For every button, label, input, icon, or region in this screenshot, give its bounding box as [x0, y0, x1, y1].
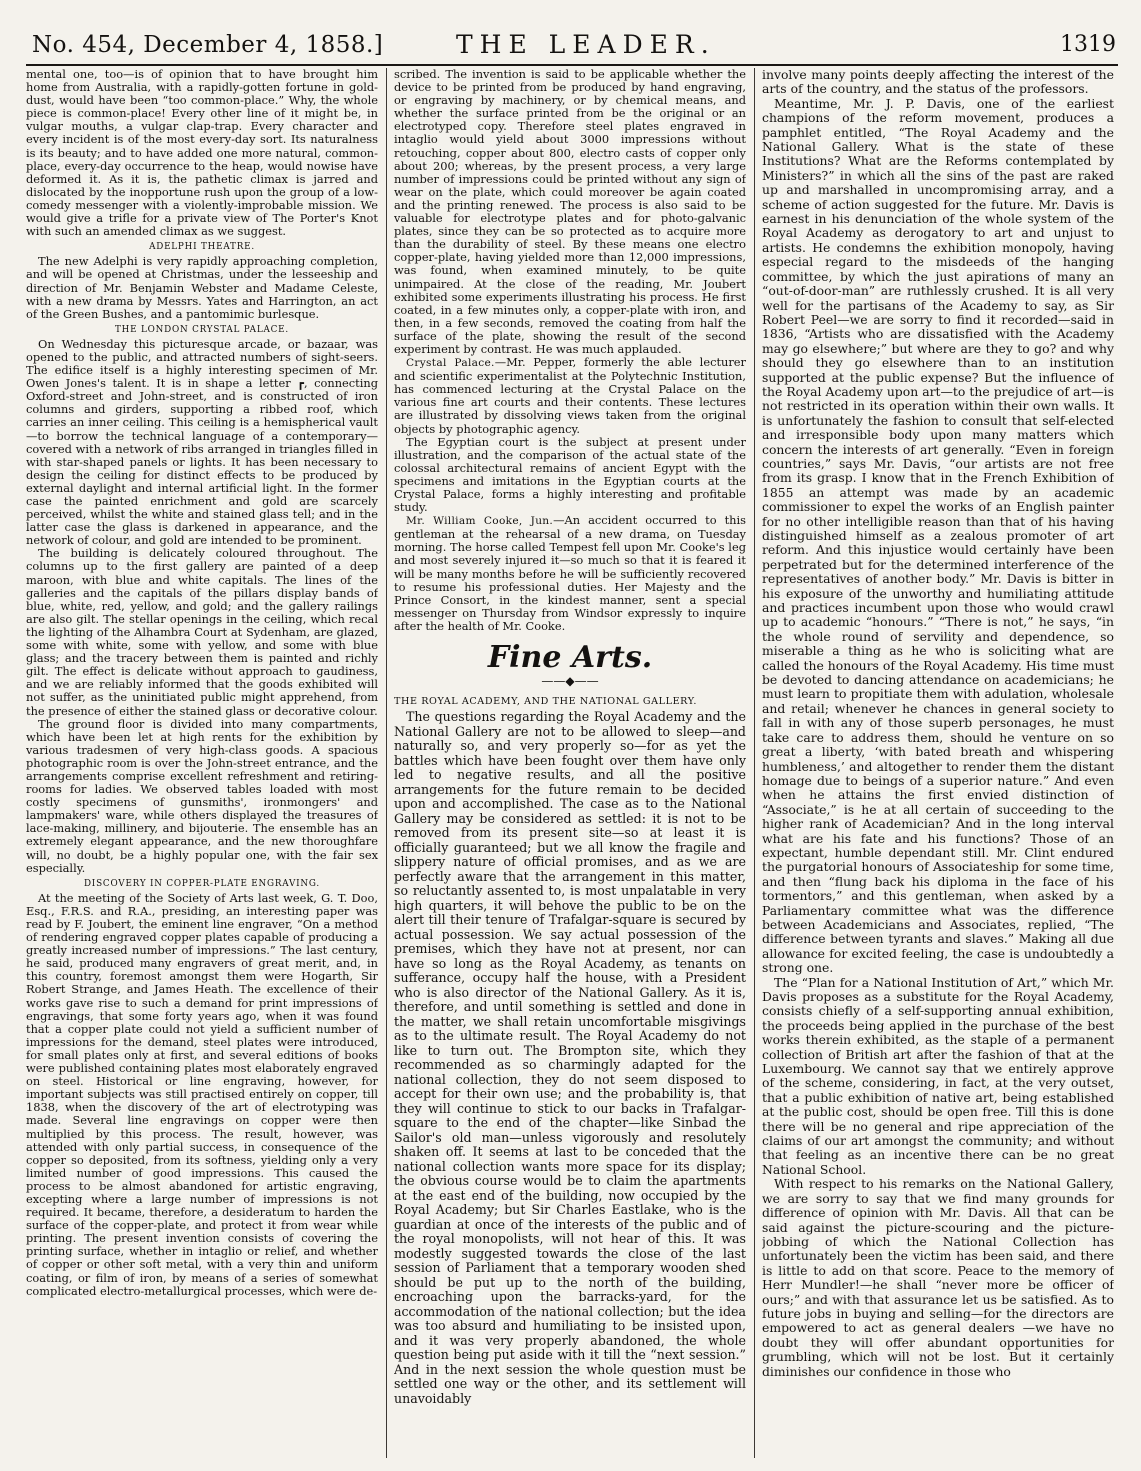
copper-plate-heading: DISCOVERY IN COPPER-PLATE ENGRAVING. — [83, 878, 321, 889]
pepper-text: —Mr. Pepper, formerly the able lecturer and scientific experimentalist at the Polytechnic Institution, has commenced lecturing at the Crystal Palace on the various fine art courts and their contents. These lectures are illustrated by dissolving views taken from the original objects by photographic agency. — [394, 355, 746, 436]
national-institution-plan-paragraph: The “Plan for a National Institution of Art,” which Mr. Davis proposes as a substitute for the Royal Academy, consists chiefly of a self-supporting annual exhibition, the proceeds being applied in the purchase of the best works therein exhibited, as the staple of a permanent collection of British art after the fashion of that at the Luxembourg. We cannot say that we entirely approve of the scheme, considering, in fact, at the very outset, that a public exhibition of native art, being established at the public cost, should be open free. Till this is done there will be no general and ripe appreciation of the claims of our art amongst the community; and without that feeling as an incentive there can be no great National School. — [762, 974, 1114, 1177]
column-2 — [394, 68, 746, 1458]
royal-academy-heading: THE ROYAL ACADEMY, AND THE NATIONAL GALLERY. — [394, 696, 698, 708]
issue-date: No. 454, December 4, 1858.] — [32, 32, 384, 58]
paper-title: THE LEADER. — [456, 30, 716, 59]
columns — [26, 68, 1118, 1458]
pepper-lecture-paragraph — [394, 356, 746, 436]
page-number: 1319 — [1060, 32, 1116, 57]
masthead — [26, 28, 1118, 66]
adelphi-paragraph: The new Adelphi is very rapidly approaching completion, and will be opened at Christmas, under the lesseeship and direction of Mr. Benjamin Webster and Madame Celeste, with a new drama by Messrs. Yates and Harrington, an act of the Green Bushes, and a pantomimic burlesque. — [26, 254, 378, 321]
crystal-palace-paragraph: The ground floor is divided into many compartments, which have been let at high rents for the exhibition by various tradesmen of very high-class goods. A spacious photographic room is over the John-street entrance, and the arrangements comprise excellent refreshment and retiring-rooms for ladies. We observed tables loaded with most costly specimens of gunsmiths', ironmongers' and lampmakers' ware, while others displayed the treasures of lace-making, millinery, and bijouterie. The ensemble has an extremely elegant appearance, and the new thoroughfare will, no doubt, be a highly popular one, with the fair sex especially. — [26, 716, 378, 875]
crystal-palace-paragraph: On Wednesday this picturesque arcade, or bazaar, was opened to the public, and attracted numbers of sight-seers. The edifice itself is a highly interesting specimen of Mr. Owen Jones's talent. It is in shape a letter ┏, connecting Oxford-street and John-street, and is constructed of iron columns and girders, supporting a ribbed roof, which carries an inner ceiling. This ceiling is a hemispherical vault —to borrow the technical language of a contemporary—covered with a network of ribs arranged in triangles filled in with star-shaped panels or lights. It has been necessary to design the ceiling for distinct effects to be produced by external daylight and internal artificial light. In the former case the painted enrichment and gold are scarcely perceived, whilst the white and stained glass tell; and in the latter case the glass is darkened in appearance, and the network of colour, and gold are intended to be prominent. — [26, 336, 378, 548]
fine-arts-section-title: Fine Arts. — [487, 640, 653, 676]
national-gallery-remarks-paragraph: With respect to his remarks on the National Gallery, we are sorry to say that we find many grounds for difference of opinion with Mr. Davis. All that can be said against the picture-scouring and the picture-jobbing of which the National Collection has unfortunately been the victim has been said, and there is little to add on that score. Peace to the memory of Herr Mundler!—he shall “never more be officer of ours;” and with that assurance let us be satisfied. As to future jobs in buying and selling—for the directors are empowered to act as general dealers —we have no doubt they will offer abundant opportunities for grumbling, which will not be lost. But it certainly diminishes our confidence in those who — [762, 1176, 1114, 1379]
crystal-palace-heading: THE LONDON CRYSTAL PALACE. — [115, 324, 289, 335]
adelphi-heading: ADELPHI THEATRE. — [149, 242, 255, 253]
royal-academy-continued: involve many points deeply affecting the interest of the arts of the country, and the status of the professors. — [762, 68, 1114, 97]
cooke-accident-paragraph — [394, 514, 746, 633]
cooke-text: —An accident occurred to this gentleman at the rehearsal of a new drama, on Tuesday morning. The horse called Tempest fell upon Mr. Cooke's leg and most severely injured it—so much so that it is feared it will be many months before he will be sufficiently recovered to resume his professional duties. Her Majesty and the Prince Consort, in the kindest manner, sent a special messenger on Thursday from Windsor expressly to inquire after the health of Mr. Cooke. — [394, 513, 746, 633]
pepper-lead: Crystal Palace. — [406, 357, 495, 370]
porter-knot-review-end: mental one, too—is of opinion that to have brought him home from Australia, with a rapidly-gotten fortune in gold-dust, would have been “too common-place.” Why, the whole piece is common-place! Every other line of it might be, in vulgar mouths, a vulgar clap-trap. Every character and every incident is of the most every-day sort. Its naturalness is its beauty; and to have added one more natural, common-place, every-day occurrence to the heap, would nowise have deformed it. As it is, the pathetic climax is jarred and dislocated by the inopportune rush upon the group of a low-comedy messenger with a violently-improbable mission. We would give a trifle for a private view of The Porter's Knot with such an amended climax as we suggest. — [26, 68, 378, 239]
cooke-lead: Mr. William Cooke, Jun. — [406, 515, 554, 528]
ornament-divider: ——◆—— — [541, 674, 599, 689]
egyptian-court-paragraph: The Egyptian court is the subject at present under illustration, and the comparison of the actual state of the colossal architectural remains of ancient Egypt with the specimens and imitations in the Egyptian courts at the Crystal Palace, forms a highly interesting and profitable study. — [394, 434, 746, 515]
copper-plate-paragraph: At the meeting of the Society of Arts last week, G. T. Doo, Esq., F.R.S. and R.A., presiding, an interesting paper was read by F. Joubert, the eminent line engraver, “On a method of rendering engraved copper plates capable of producing a greatly increased number of impressions.” The last century, he said, produced many engravers of great merit, and, in this country, foremost amongst them were Hogarth, Sir Robert Strange, and James Heath. The excellence of their works gave rise to such a demand for print impressions of engravings, that some forty years ago, when it was found that a copper plate could not yield a sufficient number of impressions for the demand, steel plates were introduced, for small plates only at first, and several editions of books were published containing plates most elaborately engraved on steel. Historical or line engraving, however, for important subjects was still practised entirely on copper, till 1838, when the discovery of the art of electrotyping was made. Several line engravings on copper were then multiplied by this process. The result, however, was attended with only partial success, in consequence of the copper so deposited, from its softness, yielding only a very limited number of good impressions. This caused the process to be almost abandoned for artistic engraving, excepting where a large number of impressions is not required. It became, therefore, a desideratum to harden the surface of the copper-plate, and protect it from wear while printing. The present invention consists of covering the printing surface, whether in intaglio or relief, and whether of copper or other soft metal, with a very thin and uniform coating, or film of iron, by means of a series of somewhat complicated electro-metallurgical processes, which were de- — [26, 890, 378, 1298]
column-3 — [762, 68, 1114, 1458]
newspaper-page — [26, 28, 1118, 1460]
column-rule — [386, 68, 387, 1458]
royal-academy-paragraph: The questions regarding the Royal Academy and the National Gallery are not to be allowed to sleep—and naturally so, and very properly so—for as yet the battles which have been fought over them have only led to negative results, and all the positive arrangements for the future remain to be decided upon and accomplished. The case as to the National Gallery may be considered as settled: it is not to be removed from its present site—so at least it is officially guaranteed; but we all know the fragile and slippery nature of official promises, and as we are perfectly aware that the arrangement in this matter, so reluctantly assented to, is most unpalatable in very high quarters, it will behove the public to be on the alert till their tenure of Trafalgar-square is secured by actual possession. We say actual possession of the premises, which they have not at present, nor can have so long as the Royal Academy, as tenants on sufferance, occupy half the house, with a President who is also director of the National Gallery. As it is, therefore, and until something is settled and done in the matter, we shall retain uncomfortable misgivings as to the ultimate result. The Royal Academy do not like to turn out. The Brompton site, which they recommended as so charmingly adapted for the national collection, they do not seem disposed to accept for their own use; and the probability is, that they will continue to stick to our backs in Trafalgar-square to the end of the chapter—like Sinbad the Sailor's old man—unless vigorously and resolutely shaken off. It seems at last to be conceded that the national collection wants more space for its display; the obvious course would be to claim the apartments at the east end of the building, now occupied by the Royal Academy; but Sir Charles Eastlake, who is the guardian at once of the interests of the public and of the royal monopolists, will not hear of this. It was modestly suggested towards the close of the last session of Parliament that a temporary wooden shed should be put up to the north of the building, encroaching upon the barracks-yard, for the accommodation of the national collection; but the idea was too absurd and humiliating to be insisted upon, and it was very properly abandoned, the whole question being put aside with it till the “next session.” And in the next session the whole question must be settled one way or the other, and its settlement will unavoidably — [394, 709, 746, 1406]
davis-pamphlet-paragraph: Meantime, Mr. J. P. Davis, one of the earliest champions of the reform movement, produces a pamphlet entitled, “The Royal Academy and the National Gallery. What is the state of these Institutions? What are the Reforms contemplated by Ministers?” in which all the sins of the past are raked up and marshalled in uncompromising array, and a scheme of action suggested for the future. Mr. Davis is earnest in his denunciation of the whole system of the Royal Academy as derogatory to art and unjust to artists. He condemns the exhibition monopoly, having especial regard to the misdeeds of the hanging committee, by which the just apirations of many an “out-of-door-man” are ruthlessly crushed. It is all very well for the partisans of the Academy to say, as Sir Robert Peel—we are sorry to find it recorded—said in 1836, “Artists who are dissatisfied with the Academy may go elsewhere;” but where are they to go? and why should they go elsewhere than to an institution supported at the public expense? But the influence of the Royal Academy upon art—to the prejudice of art—is not restricted in its operation within their own walls. It is unfortunately the fashion to consult that self-elected and irresponsible body upon many matters which concern the interests of art generally. “Even in foreign countries,” says Mr. Davis, “our artists are not free from its grasp. I know that in the French Exhibition of 1855 an attempt was made by an academic commissioner to expel the works of an English painter for no other intelligible reason than that of his having distinguished himself as a zealous promoter of art reform. And this injustice would certainly have been perpetrated but for the determined interference of the representatives of another body.” Mr. Davis is bitter in his exposure of the unworthy and humiliating attitude and practices incumbent upon those who would crawl up to academic “honours.” “There is not,” he says, “in the whole round of servility and dependence, so miserable a thing as he who is soliciting what are called the honours of the Royal Academy. His time must be devoted to dancing attendance on academicians; he must learn to propitiate them with adulation, wholesale and retail; whenever he chances in general society to fall in with any of those superb personages, he must take care to address them, should he venture on so great a liberty, ‘with bated breath and whispering humbleness,’ and altogether to render them the distant homage due to beings of a superior nature.” And even when he attains the first envied distinction of “Associate,” is he at all certain of succeeding to the higher rank of Academician? And in the long interval what are his fate and his functions? Those of an expectant, humble dependant still. Mr. Clint endured the purgatorial honours of Associateship for some time, and then “flung back his diploma in the face of his tormentors,” and this gentleman, when asked by a Parliamentary committee what was the difference between Academicians and Associates, replied, “The difference between tyrants and slaves.” Making all due allowance for excited feeling, the case is undoubtedly a strong one. — [762, 95, 1114, 976]
column-1 — [26, 68, 378, 1458]
copper-plate-continued: scribed. The invention is said to be applicable whether the device to be printed from be produced by hand engraving, or engraving by machinery, or by chemical means, and whether the surface printed from be the original or an electrotyped copy. Therefore steel plates engraved in intaglio would yield about 3000 impressions without retouching, copper about 800, electro casts of copper only about 200; whereas, by the present process, a very large number of impressions could be printed without any sign of wear on the plate, which could moreover be again coated and the printing renewed. The process is also said to be valuable for electrotype plates and for photo-galvanic plates, since they can be so protected as to acquire more than the durability of steel. By these means one electro copper-plate, having yielded more than 12,000 impressions, was found, when examined minutely, to be quite unimpaired. At the close of the reading, Mr. Joubert exhibited some experiments illustrating his process. He first coated, in a few minutes only, a copper-plate with iron, and then, in a few seconds, removed the coating from half the surface of the plate, showing the result of the second experiment by contrast. He was much applauded. — [394, 68, 746, 356]
column-rule — [754, 68, 755, 1458]
crystal-palace-paragraph: The building is delicately coloured throughout. The columns up to the first gallery are painted of a deep maroon, with blue and white capitals. The lines of the galleries and the capitals of the pillars display bands of blue, white, red, yellow, and gold; and the gallery railings are also gilt. The stellar openings in the ceiling, which recal the lighting of the Alhambra Court at Sydenham, are glazed, some with white, some with yellow, and some with blue glass; and the tracery between them is painted and richly gilt. The effect is delicate without approach to gaudiness, and we are reliably informed that the goods exhibited will not suffer, as the uninitiated public might apprehend, from the presence of either the stained glass or decorative colour. — [26, 546, 378, 718]
